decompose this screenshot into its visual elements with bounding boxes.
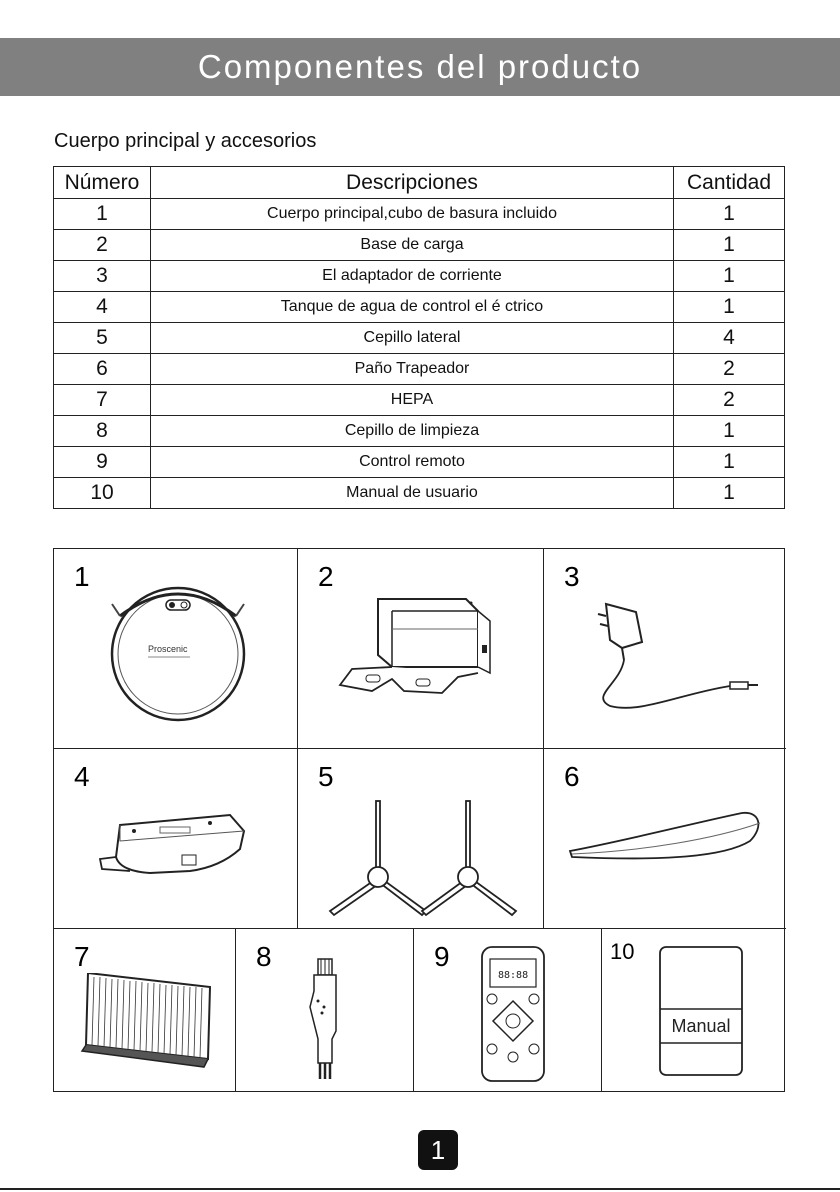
- row-quantity: 2: [674, 385, 785, 416]
- page-title-banner: [0, 38, 840, 96]
- component-number: 8: [256, 941, 272, 972]
- component-cell-10: [602, 929, 786, 1091]
- row-description: El adaptador de corriente: [151, 261, 674, 292]
- row-quantity: 1: [674, 199, 785, 230]
- header-description: Descripciones: [151, 167, 674, 199]
- mop-cloth-icon: [564, 805, 764, 875]
- section-subtitle: Cuerpo principal y accesorios: [54, 130, 317, 152]
- component-number: 10: [610, 939, 635, 964]
- row-quantity: 1: [674, 230, 785, 261]
- table-row: [54, 199, 785, 230]
- row-description: Control remoto: [151, 447, 674, 478]
- row-description: Cuerpo principal,cubo de basura incluido: [151, 199, 674, 230]
- row-description: Cepillo lateral: [151, 323, 674, 354]
- component-cell-3: [544, 549, 786, 749]
- component-cell-8: [236, 929, 414, 1091]
- component-number: 6: [564, 761, 580, 792]
- table-row: [54, 230, 785, 261]
- row-number: 3: [54, 261, 151, 292]
- row-quantity: 1: [674, 261, 785, 292]
- component-cell-9: [414, 929, 602, 1091]
- water-tank-icon: [90, 797, 260, 897]
- component-cell-2: [298, 549, 544, 749]
- row-quantity: 1: [674, 416, 785, 447]
- row-number: 7: [54, 385, 151, 416]
- row-description: HEPA: [151, 385, 674, 416]
- component-cell-4: [54, 749, 298, 929]
- remote-control-icon: [478, 945, 548, 1085]
- row-description: Manual de usuario: [151, 478, 674, 509]
- row-description: Paño Trapeador: [151, 354, 674, 385]
- brand-mark: Proscenic: [148, 644, 188, 654]
- page-number: [418, 1130, 458, 1170]
- table-row: [54, 478, 785, 509]
- table-row: [54, 354, 785, 385]
- table-header-row: [54, 167, 785, 199]
- row-number: 4: [54, 292, 151, 323]
- table-row: [54, 261, 785, 292]
- component-number: 4: [74, 761, 90, 792]
- row-quantity: 4: [674, 323, 785, 354]
- table-row: [54, 447, 785, 478]
- row-quantity: 1: [674, 478, 785, 509]
- cleaning-brush-icon: [296, 947, 356, 1087]
- side-brush-icon: [316, 779, 526, 919]
- hepa-filter-icon: [78, 973, 218, 1073]
- header-quantity: Cantidad: [674, 167, 785, 199]
- table-row: [54, 416, 785, 447]
- component-number: 9: [434, 941, 450, 972]
- row-description: Tanque de agua de control el é ctrico: [151, 292, 674, 323]
- page-number-text: 1: [430, 1134, 446, 1165]
- manual-label: Manual: [671, 1016, 731, 1036]
- component-number: 7: [74, 941, 90, 972]
- row-quantity: 2: [674, 354, 785, 385]
- robot-vacuum-icon: [98, 574, 258, 724]
- components-illustration-grid: [53, 548, 785, 1092]
- component-number: 3: [564, 561, 580, 592]
- row-number: 9: [54, 447, 151, 478]
- components-table: [53, 166, 785, 509]
- component-number: 1: [74, 561, 90, 592]
- footer-divider: [0, 1188, 840, 1190]
- component-cell-5: [298, 749, 544, 929]
- component-number: 5: [318, 761, 334, 792]
- component-cell-6: [544, 749, 786, 929]
- table-row: [54, 292, 785, 323]
- row-description: Cepillo de limpieza: [151, 416, 674, 447]
- row-quantity: 1: [674, 292, 785, 323]
- table-row: [54, 323, 785, 354]
- table-row: [54, 385, 785, 416]
- row-description: Base de carga: [151, 230, 674, 261]
- row-number: 6: [54, 354, 151, 385]
- component-cell-7: [54, 929, 236, 1091]
- page-title: Componentes del producto: [197, 48, 643, 85]
- power-adapter-icon: [570, 594, 770, 714]
- row-number: 5: [54, 323, 151, 354]
- header-number: Número: [54, 167, 151, 199]
- row-number: 2: [54, 230, 151, 261]
- row-quantity: 1: [674, 447, 785, 478]
- row-number: 10: [54, 478, 151, 509]
- row-number: 8: [54, 416, 151, 447]
- remote-display-text: 88:88: [498, 970, 529, 981]
- component-number: 2: [318, 561, 334, 592]
- charging-base-icon: [332, 589, 502, 709]
- row-number: 1: [54, 199, 151, 230]
- component-cell-1: [54, 549, 298, 749]
- manual-booklet-icon: [656, 945, 746, 1079]
